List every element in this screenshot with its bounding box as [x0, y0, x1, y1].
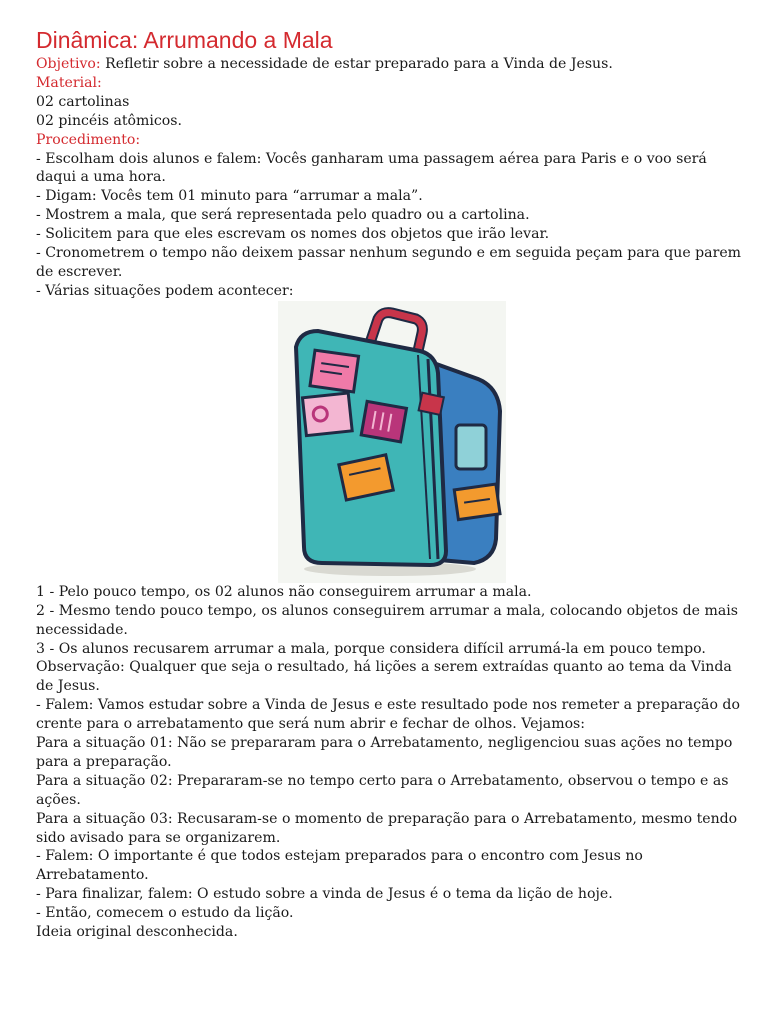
procedure-step: - Solicitem para que eles escrevam os nomes dos objetos que irão levar.: [36, 226, 550, 243]
material-item: 02 pincéis atômicos.: [36, 112, 182, 129]
situation-item: 2 - Mesmo tendo pouco tempo, os alunos conseguirem arrumar a mala, colocando objetos de mais necessidade.: [36, 602, 739, 638]
closing-paragraph: Para a situação 03: Recusaram-se o momento de preparação para o Arrebatamento, mesmo tendo sido avisado para se organizarem.: [36, 810, 738, 846]
suitcase-illustration: [36, 301, 748, 583]
document-page: [36, 26, 748, 942]
page-title: Dinâmica: Arrumando a Mala: [36, 27, 333, 53]
closing-paragraph: - Para finalizar, falem: O estudo sobre a vinda de Jesus é o tema da lição de hoje.: [36, 886, 613, 903]
material-item: 02 cartolinas: [36, 93, 130, 110]
closing-paragraph: - Então, comecem o estudo da lição.: [36, 905, 294, 922]
situation-item: 3 - Os alunos recusarem arrumar a mala, porque considera difícil arrumá-la em pouco tempo.: [36, 640, 706, 657]
suitcase-icon: [278, 301, 506, 583]
objective-label: Objetivo:: [36, 56, 101, 72]
procedure-label: Procedimento:: [36, 131, 141, 148]
closing-paragraph: Para a situação 01: Não se prepararam para o Arrebatamento, negligenciou suas ações no tempo para a preparação.: [36, 735, 733, 770]
observation-paragraph: Observação: Qualquer que seja o resultado, há lições a serem extraídas quanto ao tema da Vinda de Jesus.: [36, 659, 732, 695]
procedure-step: - Escolham dois alunos e falem: Vocês ganharam uma passagem aérea para Paris e o voo será daqui a uma hora.: [36, 150, 707, 186]
objective-text: Refletir sobre a necessidade de estar preparado para a Vinda de Jesus.: [100, 56, 613, 72]
procedure-step: - Várias situações podem acontecer:: [36, 282, 294, 299]
objective-line: [36, 55, 748, 74]
situation-item: 1 - Pelo pouco tempo, os 02 alunos não conseguirem arrumar a mala.: [36, 583, 532, 600]
procedure-step: - Cronometrem o tempo não deixem passar nenhum segundo e em seguida peçam para que parem de escrever.: [36, 245, 742, 280]
closing-paragraph: - Falem: Vamos estudar sobre a Vinda de Jesus e este resultado pode nos remeter a preparação do crente para o arrebatamento que será num abrir e fechar de olhos. Vejamos:: [36, 697, 740, 733]
closing-paragraph: - Falem: O importante é que todos estejam preparados para o encontro com Jesus no Arrebatamento.: [36, 848, 643, 884]
closing-paragraph: Para a situação 02: Prepararam-se no tempo certo para o Arrebatamento, observou o tempo e as ações.: [36, 772, 729, 808]
material-label: Material:: [36, 74, 102, 91]
procedure-step: - Digam: Vocês tem 01 minuto para “arrumar a mala”.: [36, 188, 423, 205]
closing-paragraph: Ideia original desconhecida.: [36, 924, 238, 941]
procedure-step: - Mostrem a mala, que será representada pelo quadro ou a cartolina.: [36, 207, 530, 224]
